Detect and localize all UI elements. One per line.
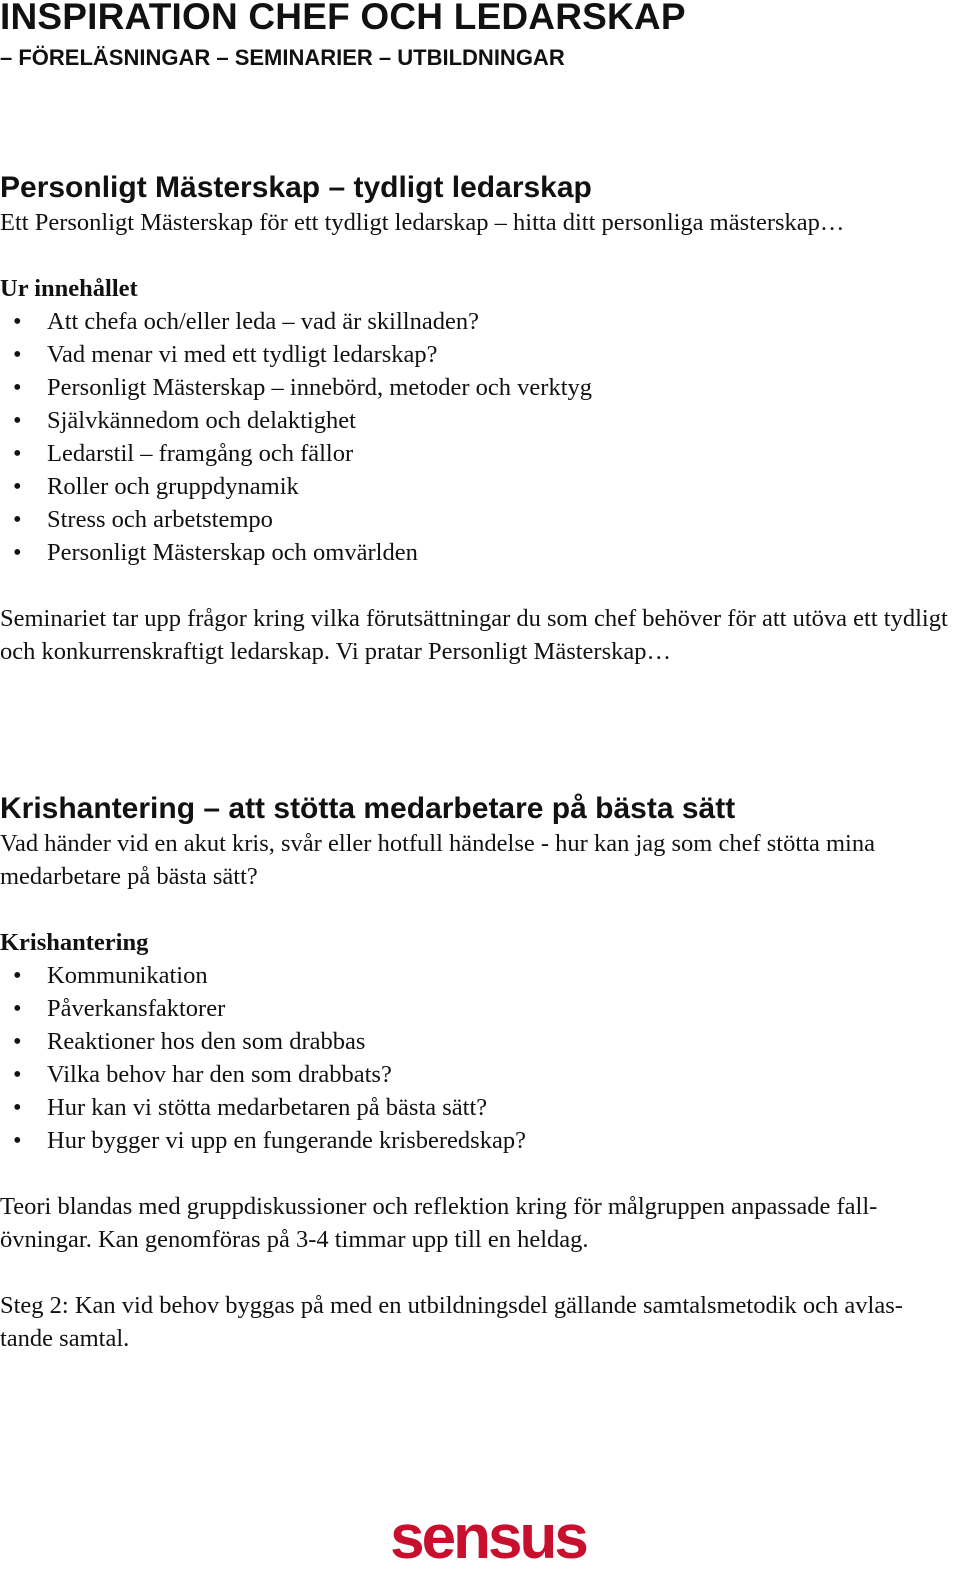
list-item	[0, 1124, 960, 1157]
section-lead: Vad händer vid en akut kris, svår eller hotfull händelse - hur kan jag som chef stötta mina medarbetare på bästa sätt?	[0, 830, 875, 890]
document-subtitle: – FÖRELÄSNINGAR – SEMINARIER – UTBILDNINGAR	[0, 45, 565, 70]
bullet-icon: •	[13, 1127, 22, 1154]
section-heading: Krishantering – att stötta medarbetare på bästa sätt	[0, 792, 736, 825]
list-item	[0, 503, 960, 536]
bullet-icon: •	[13, 539, 22, 566]
bullet-icon: •	[13, 440, 22, 467]
list-item-text: Reaktioner hos den som drabbas	[47, 1028, 366, 1055]
list-item	[0, 536, 960, 569]
section-paragraph: Seminariet tar upp frågor kring vilka förutsättningar du som chef behöver för att utöva ett tydligt och konkurrenskraftigt ledarskap. Vi pratar Personligt Mästerskap…	[0, 605, 948, 665]
bullet-icon: •	[13, 1094, 22, 1121]
section-lead: Ett Personligt Mästerskap för ett tydligt ledarskap – hitta ditt personliga mästerskap…	[0, 209, 845, 236]
list-item-text: Vilka behov har den som drabbats?	[47, 1061, 392, 1088]
list-item-text: Att chefa och/eller leda – vad är skillnaden?	[47, 308, 479, 335]
section-paragraph: Teori blandas med gruppdiskussioner och reflektion kring för målgruppen anpassade fall-övningar. Kan genomföras på 3-4 timmar upp till en heldag.	[0, 1193, 878, 1253]
list-item-text: Hur kan vi stötta medarbetaren på bästa sätt?	[47, 1094, 488, 1121]
list-item	[0, 959, 960, 992]
list-item-text: Personligt Mästerskap – innebörd, metoder och verktyg	[47, 374, 593, 401]
bullet-icon: •	[13, 374, 22, 401]
list-item-text: Självkännedom och delaktighet	[47, 407, 356, 434]
section-heading: Personligt Mästerskap – tydligt ledarskap	[0, 171, 592, 204]
list-item	[0, 1058, 960, 1091]
section-personligt-masterskap	[0, 170, 960, 668]
list-item	[0, 1025, 960, 1058]
list-item-text: Personligt Mästerskap och omvärlden	[47, 539, 418, 566]
list-item-text: Kommunikation	[47, 962, 208, 989]
list-item	[0, 404, 960, 437]
bullet-icon: •	[13, 308, 22, 335]
list-item	[0, 371, 960, 404]
sensus-logo	[380, 1506, 596, 1568]
logo-wordmark: sensus	[390, 1506, 586, 1568]
list-item	[0, 470, 960, 503]
list-item-text: Ledarstil – framgång och fällor	[47, 440, 354, 467]
list-item-text: Hur bygger vi upp en fungerande krisberedskap?	[47, 1127, 526, 1154]
list-item	[0, 437, 960, 470]
list-item-text: Vad menar vi med ett tydligt ledarskap?	[47, 341, 438, 368]
bullet-icon: •	[13, 473, 22, 500]
bullet-icon: •	[13, 407, 22, 434]
list-item	[0, 992, 960, 1025]
document-title: INSPIRATION CHEF OCH LEDARSKAP	[0, 0, 686, 37]
list-heading: Krishantering	[0, 929, 149, 956]
list-heading: Ur innehållet	[0, 275, 138, 302]
list-item	[0, 1091, 960, 1124]
bullet-icon: •	[13, 962, 22, 989]
content-list	[0, 959, 960, 1157]
bullet-icon: •	[13, 1028, 22, 1055]
bullet-icon: •	[13, 995, 22, 1022]
list-item	[0, 338, 960, 371]
bullet-icon: •	[13, 341, 22, 368]
list-item	[0, 305, 960, 338]
list-item-text: Stress och arbetstempo	[47, 506, 273, 533]
section-krishantering	[0, 791, 960, 1355]
bullet-icon: •	[13, 506, 22, 533]
bullet-icon: •	[13, 1061, 22, 1088]
section-paragraph: Steg 2: Kan vid behov byggas på med en utbildningsdel gällande samtalsmetodik och avlas-tande samtal.	[0, 1292, 903, 1352]
list-item-text: Påverkansfaktorer	[47, 995, 226, 1022]
list-item-text: Roller och gruppdynamik	[47, 473, 299, 500]
content-list	[0, 305, 960, 569]
